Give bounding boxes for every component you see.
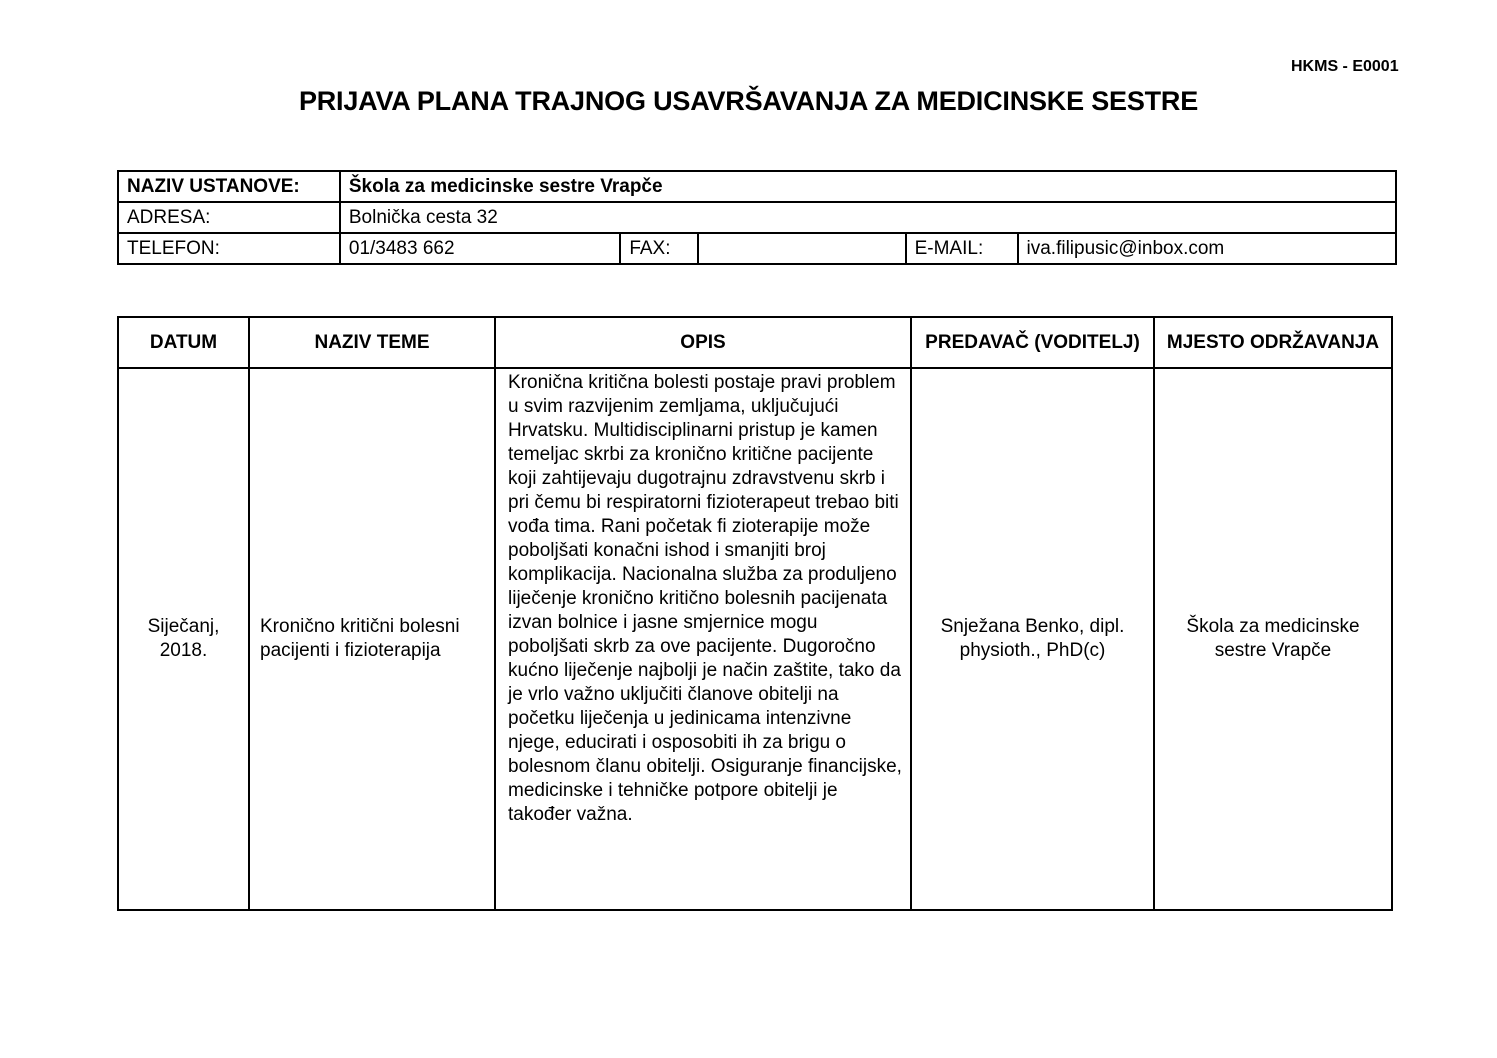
table-row	[118, 368, 1392, 910]
plan-table	[117, 316, 1393, 911]
column-header-topic: NAZIV TEME	[249, 317, 495, 368]
plan-header-row	[118, 317, 1392, 368]
document-code: HKMS - E0001	[1291, 58, 1399, 75]
fax-label: FAX:	[620, 233, 698, 264]
address-label: ADRESA:	[118, 202, 340, 233]
column-header-date: DATUM	[118, 317, 249, 368]
institution-name-row	[118, 171, 1396, 202]
page-title: PRIJAVA PLANA TRAJNOG USAVRŠAVANJA ZA MEDICINSKE SESTRE	[298, 86, 1199, 116]
phone-value: 01/3483 662	[340, 233, 620, 264]
phone-label: TELEFON:	[118, 233, 340, 264]
row-lecturer: Snježana Benko, dipl. physioth., PhD(c)	[911, 368, 1154, 910]
email-value: iva.filipusic@inbox.com	[1018, 233, 1397, 264]
row-topic: Kronično kritični bolesni pacijenti i fizioterapija	[249, 368, 495, 910]
institution-name-value: Škola za medicinske sestre Vrapče	[340, 171, 1396, 202]
address-value: Bolnička cesta 32	[340, 202, 1396, 233]
column-header-description: OPIS	[495, 317, 911, 368]
institution-name-label: NAZIV USTANOVE:	[118, 171, 340, 202]
institution-address-row	[118, 202, 1396, 233]
institution-contact-row	[118, 233, 1396, 264]
row-description: Kronična kritična bolesti postaje pravi problem u svim razvijenim zemljama, uključujući Hrvatsku. Multidisciplinarni pristup je kamen temeljac skrbi za kronično kritične pacijente koji zahtijevaju dugotrajnu zdravstvenu skrb i pri čemu bi respiratorni fizioterapeut trebao biti vođa tima. Rani početak fi zioterapije može poboljšati konačni ishod i smanjiti broj komplikacija. Nacionalna služba za produljeno liječenje kronično kritično bolesnih pacijenata izvan bolnice i jasne smjernice mogu poboljšati skrb za ove pacijente. Dugoročno kućno liječenje najbolji je način zaštite, tako da je vrlo važno uključiti članove obitelji na početku liječenja u jedinicama intenzivne njege, educirati i osposobiti ih za brigu o bolesnom članu obitelji. Osiguranje financijske, medicinske i tehničke potpore obitelji je također važna.	[495, 368, 911, 910]
column-header-lecturer: PREDAVAČ (VODITELJ)	[911, 317, 1154, 368]
institution-table	[117, 170, 1397, 265]
email-label: E-MAIL:	[906, 233, 1018, 264]
row-location: Škola za medicinske sestre Vrapče	[1154, 368, 1392, 910]
row-date: Siječanj, 2018.	[118, 368, 249, 910]
fax-value	[698, 233, 905, 264]
column-header-location: MJESTO ODRŽAVANJA	[1154, 317, 1392, 368]
